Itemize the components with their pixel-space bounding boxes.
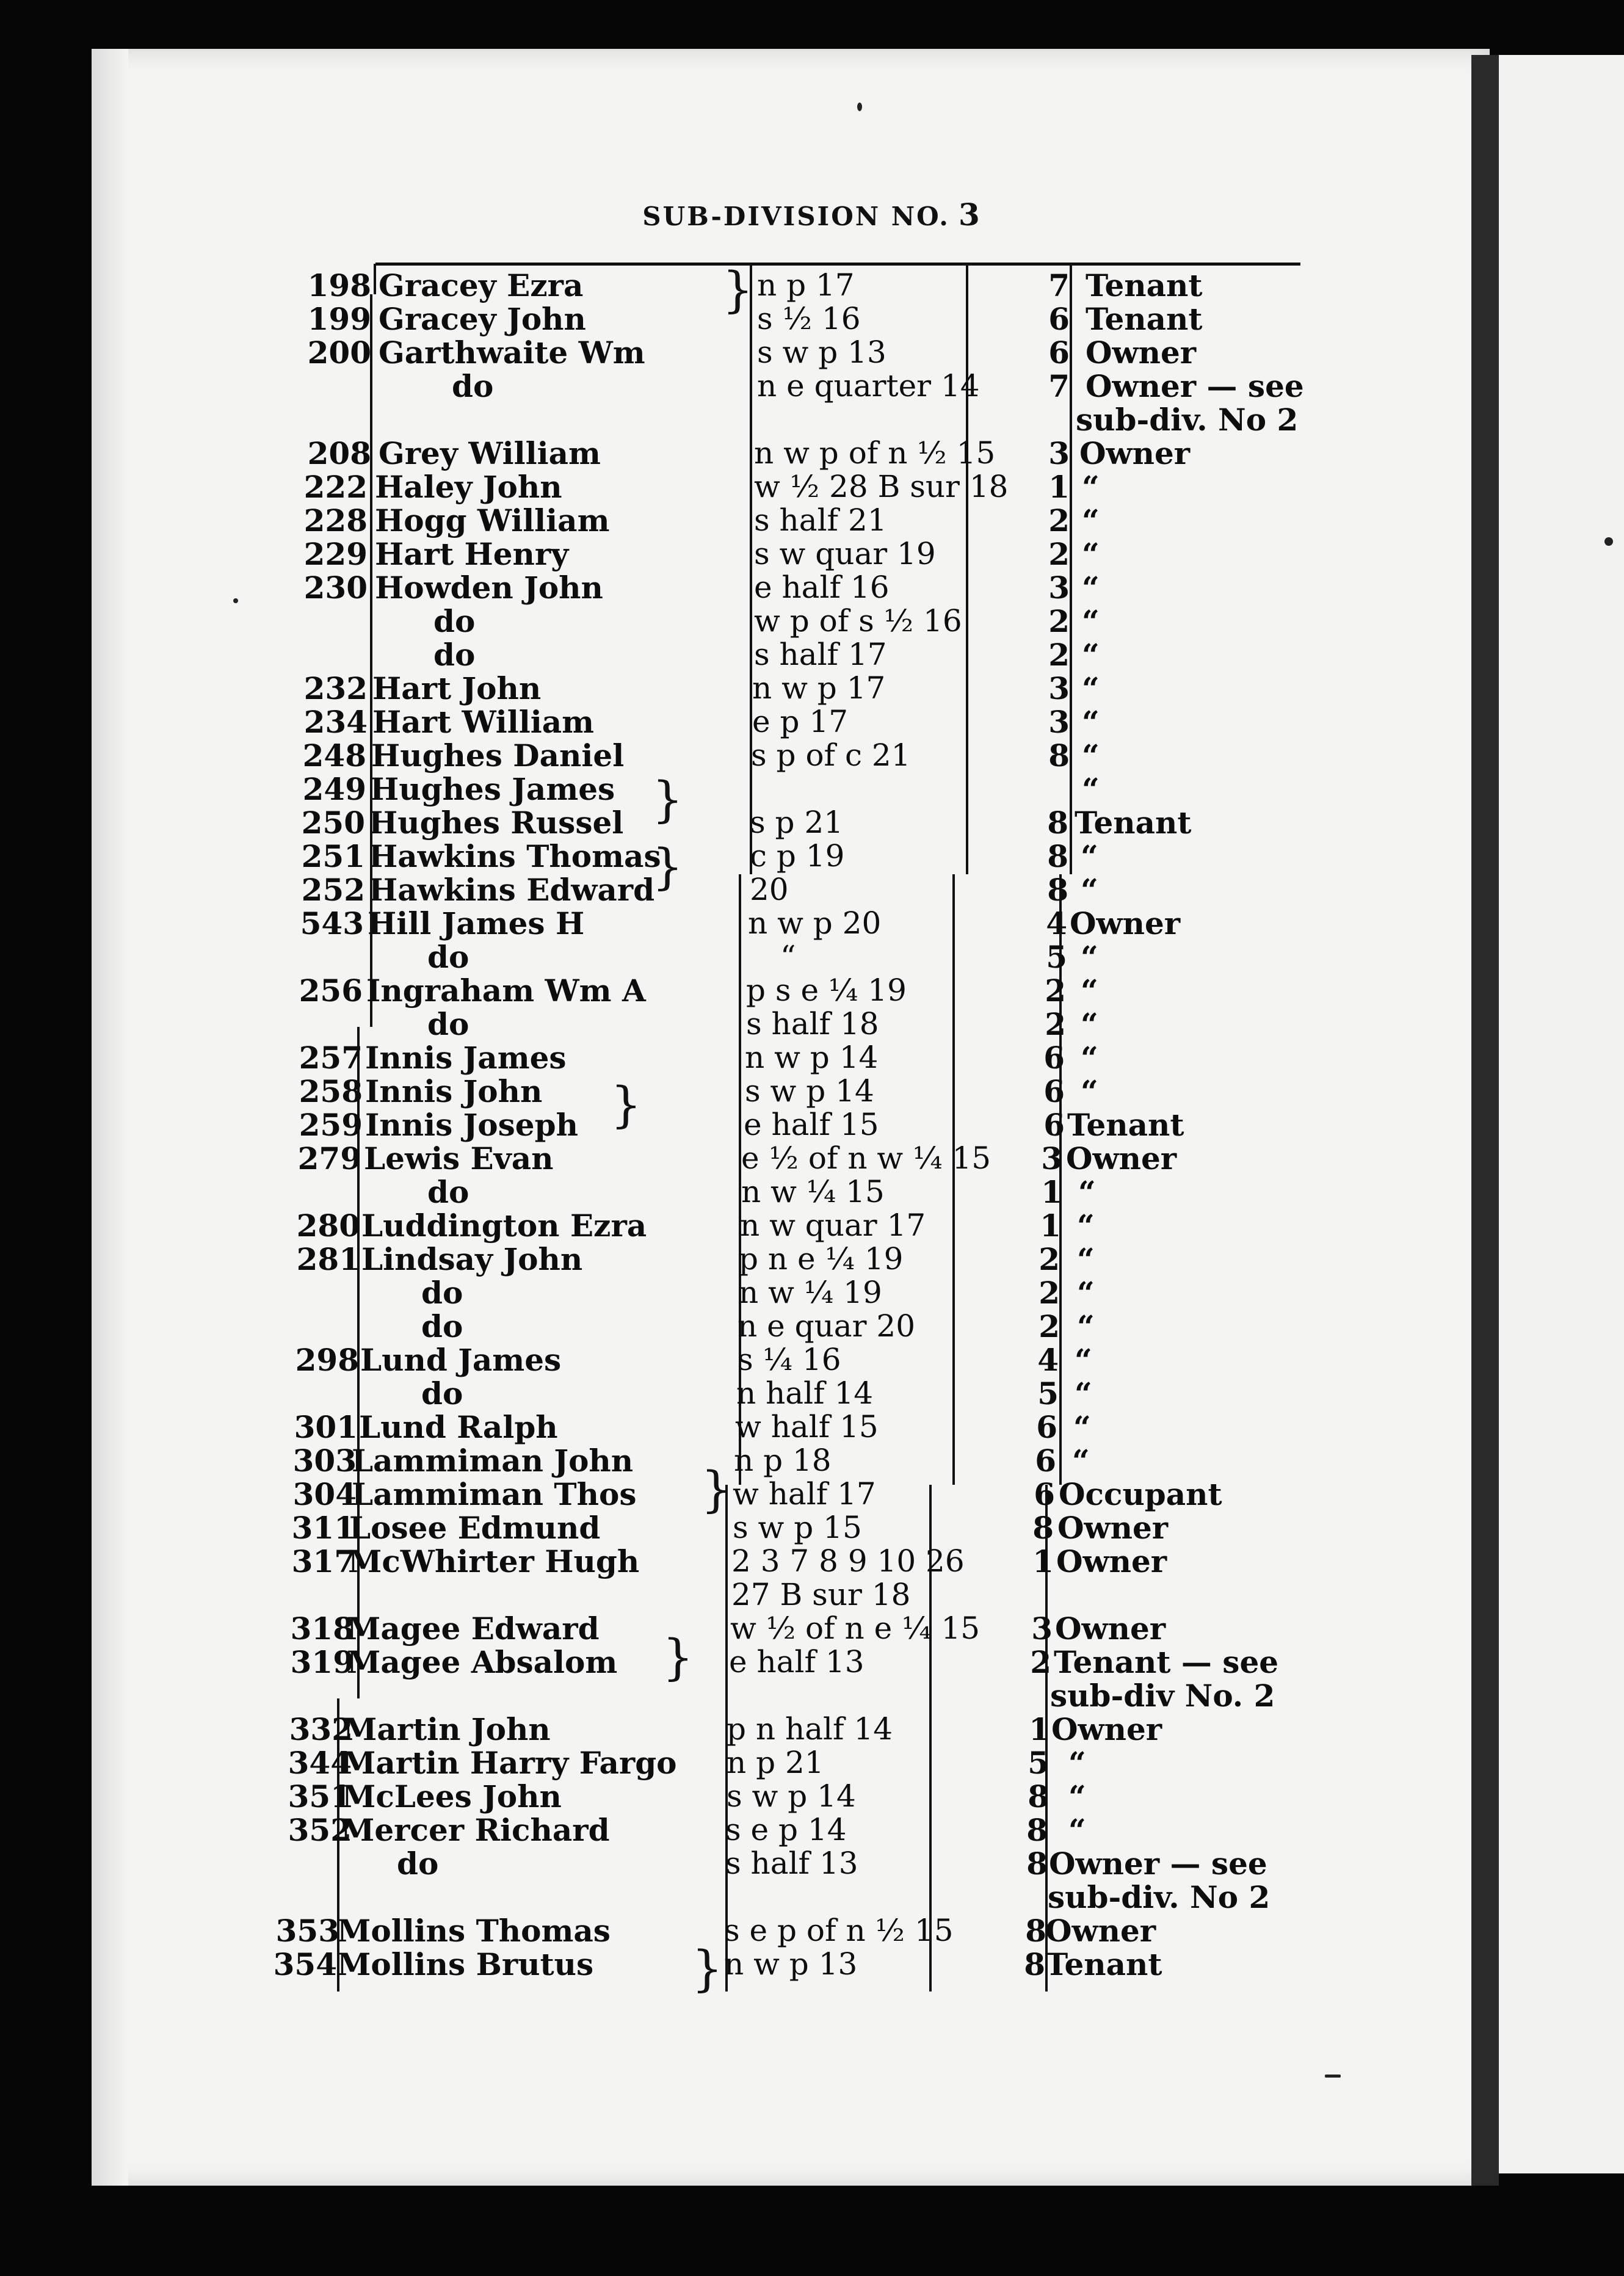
- status: “: [1077, 1275, 1095, 1311]
- assessment-number: 258: [299, 1073, 363, 1109]
- owner-name: Hughes James: [370, 771, 615, 807]
- status: Owner: [1051, 1711, 1162, 1747]
- owner-name: McWhirter Hugh: [348, 1543, 640, 1579]
- concession: 2: [1048, 603, 1070, 639]
- concession: 8: [1024, 1946, 1045, 1982]
- table-row: [0, 1377, 1624, 1410]
- brace: }: [652, 771, 683, 828]
- concession: 5: [1028, 1745, 1049, 1781]
- lot-description: s half 21: [754, 502, 887, 538]
- concession: 1: [1041, 1174, 1062, 1210]
- table-row: [0, 907, 1624, 940]
- owner-name: Haley John: [375, 469, 562, 505]
- owner-name: do: [452, 368, 494, 404]
- concession: 2: [1039, 1241, 1060, 1277]
- status: “: [1081, 872, 1098, 908]
- assessment-number: 251: [301, 838, 365, 874]
- assessment-number: 230: [303, 570, 368, 606]
- lot-description: n p 18: [734, 1443, 832, 1478]
- owner-name: Martin John: [343, 1711, 551, 1747]
- table-row: [0, 537, 1624, 571]
- concession: 1: [1048, 469, 1070, 505]
- owner-name: Grey William: [379, 435, 601, 471]
- table-row: [0, 1444, 1624, 1477]
- lot-description: n w ¼ 19: [739, 1275, 882, 1310]
- owner-name: Howden John: [375, 570, 603, 606]
- lot-description: n p 21: [727, 1745, 824, 1780]
- lot-description: c p 19: [750, 838, 845, 874]
- owner-name: do: [421, 1375, 463, 1412]
- lot-description: s ½ 16: [757, 301, 861, 336]
- assessment-number: 200: [307, 335, 371, 371]
- owner-name: do: [427, 1006, 469, 1042]
- status: “: [1077, 1208, 1095, 1244]
- owner-name: Mollins Thomas: [337, 1913, 611, 1949]
- assessment-number: 353: [275, 1913, 339, 1949]
- brace: }: [611, 1076, 642, 1133]
- status: “: [1082, 603, 1100, 639]
- owner-name: Innis James: [365, 1040, 567, 1076]
- owner-name: do: [421, 1308, 463, 1344]
- assessment-number: 303: [292, 1443, 357, 1479]
- brace: }: [662, 1629, 694, 1686]
- table-row: [0, 571, 1624, 604]
- status: “: [1068, 1778, 1086, 1814]
- assessment-number: 228: [303, 502, 368, 538]
- lot-description: e ½ of n w ¼ 15: [741, 1140, 991, 1176]
- lot-description: p n half 14: [727, 1711, 893, 1747]
- status: Owner: [1056, 1543, 1167, 1579]
- lot-description: n half 14: [736, 1375, 874, 1411]
- owner-name: do: [433, 637, 476, 673]
- concession: 2: [1045, 1006, 1066, 1042]
- table-row: [0, 470, 1624, 504]
- status: sub-div. No 2: [1076, 402, 1299, 438]
- assessment-number: 208: [307, 435, 371, 471]
- concession: 8: [1048, 738, 1070, 774]
- concession: 5: [1046, 939, 1067, 975]
- table-row: [0, 1310, 1624, 1343]
- table-top-rule: [375, 263, 1300, 266]
- assessment-number: 249: [302, 771, 366, 807]
- assessment-number: 543: [300, 905, 364, 941]
- table-row: [0, 1780, 1624, 1813]
- assessment-number: 352: [288, 1812, 352, 1848]
- owner-name: Martin Harry Fargo: [342, 1745, 677, 1781]
- lot-description: w ½ of n e ¼ 15: [730, 1611, 981, 1646]
- owner-name: Lewis Evan: [364, 1140, 554, 1176]
- table-row: [0, 336, 1624, 369]
- concession: 2: [1048, 637, 1070, 673]
- assessment-number: 234: [303, 704, 368, 740]
- assessment-number: 279: [297, 1140, 361, 1176]
- status: “: [1082, 570, 1100, 606]
- concession: 8: [1028, 1778, 1049, 1814]
- lot-description: w half 17: [733, 1476, 876, 1512]
- lot-description: e p 17: [752, 704, 849, 739]
- owner-name: Innis John: [365, 1073, 543, 1109]
- owner-name: do: [397, 1846, 439, 1882]
- assessment-number: 311: [291, 1510, 355, 1546]
- concession: 2: [1045, 973, 1066, 1009]
- concession: 4: [1037, 1342, 1059, 1378]
- table-row: [0, 705, 1624, 739]
- assessment-number: 250: [301, 805, 365, 841]
- status: Tenant: [1086, 301, 1203, 337]
- status: “: [1078, 1174, 1096, 1210]
- status: Owner: [1079, 435, 1191, 471]
- owner-name: Losee Edmund: [349, 1510, 601, 1546]
- concession: 2: [1048, 502, 1070, 538]
- owner-name: do: [427, 1174, 469, 1210]
- brace: }: [692, 1940, 723, 1997]
- brace: }: [652, 838, 683, 895]
- owner-name: do: [433, 603, 476, 639]
- concession: 6: [1048, 301, 1070, 337]
- concession: 5: [1037, 1375, 1059, 1412]
- table-row: [0, 1813, 1624, 1847]
- lot-description: s w p 14: [727, 1778, 856, 1814]
- ink-speck: [1325, 2075, 1341, 2078]
- table-row: [0, 1880, 1624, 1914]
- owner-name: Lammiman John: [352, 1443, 634, 1479]
- lot-description: n w p 14: [745, 1040, 879, 1075]
- table-row: [0, 1511, 1624, 1545]
- status: sub-div. No 2: [1048, 1879, 1271, 1915]
- assessment-number: 280: [296, 1208, 360, 1244]
- lot-description: p n e ¼ 19: [739, 1241, 904, 1277]
- table-row: [0, 1578, 1624, 1612]
- status: “: [1082, 704, 1100, 740]
- table-row: [0, 1712, 1624, 1746]
- owner-name: Magee Absalom: [347, 1644, 618, 1680]
- concession: 8: [1047, 838, 1068, 874]
- assessment-number: 332: [289, 1711, 353, 1747]
- concession: 6: [1036, 1409, 1057, 1445]
- lot-description: s half 17: [754, 637, 887, 672]
- lot-description: n e quarter 14: [757, 368, 980, 404]
- lot-description: n e quar 20: [738, 1308, 916, 1344]
- status: “: [1082, 637, 1100, 673]
- table-row: [0, 1343, 1624, 1377]
- assessment-number: 317: [291, 1543, 355, 1579]
- table-row: [0, 1914, 1624, 1948]
- lot-description: 2 3 7 8 9 10 26: [731, 1543, 965, 1579]
- assessment-number: 301: [294, 1409, 358, 1445]
- concession: 8: [1047, 872, 1068, 908]
- lot-description: w p of s ½ 16: [754, 603, 962, 639]
- lot-description: s e p of n ½ 15: [724, 1913, 954, 1948]
- status: “: [1082, 670, 1100, 706]
- table-row: [0, 806, 1624, 839]
- status: Owner: [1055, 1611, 1166, 1647]
- owner-name: Lund James: [360, 1342, 562, 1378]
- lot-description: e half 13: [729, 1644, 865, 1680]
- assessment-number: 354: [273, 1946, 337, 1982]
- page-heading: [0, 197, 1624, 233]
- owner-name: Hawkins Thomas: [369, 838, 661, 874]
- status: “: [1082, 502, 1100, 538]
- assessment-number: 199: [307, 301, 371, 337]
- status: Owner: [1070, 905, 1181, 941]
- assessment-number: 229: [303, 536, 368, 572]
- table-row: [0, 1007, 1624, 1041]
- concession: 7: [1048, 368, 1070, 404]
- owner-name: Hart Henry: [375, 536, 569, 572]
- owner-name: Luddington Ezra: [361, 1208, 647, 1244]
- status: Owner — see: [1049, 1846, 1267, 1882]
- status: “: [1077, 1308, 1095, 1344]
- table-row: [0, 403, 1624, 437]
- owner-name: do: [421, 1275, 463, 1311]
- assessment-number: 281: [296, 1241, 360, 1277]
- lot-description: w ½ 28 B sur 18: [754, 469, 1009, 504]
- lot-description: s w p 13: [757, 335, 886, 370]
- assessment-number: 318: [290, 1611, 354, 1647]
- lot-description: e half 15: [744, 1107, 879, 1142]
- lot-description: n w p 20: [748, 905, 882, 941]
- concession: 2: [1030, 1644, 1051, 1680]
- heading-label: SUB-DIVISION NO.: [642, 201, 950, 231]
- status: Tenant: [1086, 267, 1203, 303]
- status: “: [1072, 1443, 1090, 1479]
- owner-name: Lammiman Thos: [352, 1476, 637, 1512]
- assessment-number: 248: [302, 738, 366, 774]
- lot-description: s half 13: [725, 1846, 858, 1881]
- lot-description: s e p 14: [725, 1812, 847, 1847]
- status: “: [1082, 536, 1100, 572]
- status: “: [1082, 771, 1100, 807]
- table-row: [0, 1242, 1624, 1276]
- concession: 6: [1043, 1073, 1065, 1109]
- lot-description: s w quar 19: [754, 536, 936, 571]
- status: Owner: [1086, 335, 1197, 371]
- status: “: [1068, 1745, 1086, 1781]
- status: “: [1081, 1006, 1098, 1042]
- owner-name: do: [427, 939, 469, 975]
- assessment-number: 344: [288, 1745, 352, 1781]
- owner-name: Lindsay John: [361, 1241, 583, 1277]
- status: Tenant: [1067, 1107, 1184, 1143]
- owner-name: Mollins Brutus: [337, 1946, 594, 1982]
- assessment-number: 259: [299, 1107, 363, 1143]
- concession: 6: [1043, 1040, 1065, 1076]
- status: “: [1081, 939, 1098, 975]
- owner-name: Gracey Ezra: [379, 267, 584, 303]
- table-row: [0, 873, 1624, 907]
- table-row: [0, 1041, 1624, 1075]
- assessment-number: 256: [299, 973, 363, 1009]
- table-row: [0, 269, 1624, 302]
- table-row: [0, 1209, 1624, 1242]
- table-row: [0, 839, 1624, 873]
- assessment-number: 319: [290, 1644, 354, 1680]
- status: Owner: [1057, 1510, 1169, 1546]
- owner-name: Magee Edward: [347, 1611, 600, 1647]
- assessment-number: 298: [295, 1342, 359, 1378]
- lot-description: 27 B sur 18: [731, 1577, 911, 1612]
- table-row: [0, 504, 1624, 537]
- owner-name: Lund Ralph: [359, 1409, 558, 1445]
- status: “: [1073, 1409, 1091, 1445]
- table-row: [0, 1679, 1624, 1712]
- owner-name: Gracey John: [379, 301, 586, 337]
- lot-description: s w p 15: [733, 1510, 862, 1545]
- concession: 8: [1026, 1846, 1048, 1882]
- concession: 1: [1032, 1543, 1054, 1579]
- lot-description: s ¼ 16: [738, 1342, 841, 1377]
- lot-description: s half 18: [746, 1006, 879, 1042]
- table-row: [0, 1847, 1624, 1880]
- owner-name: Hughes Daniel: [371, 738, 625, 774]
- status: Owner — see: [1086, 368, 1304, 404]
- assessment-number: 232: [303, 670, 368, 706]
- owner-name: Hart William: [372, 704, 595, 740]
- lot-description: n w p 17: [752, 670, 886, 706]
- status: “: [1075, 1375, 1092, 1412]
- table-row: [0, 672, 1624, 705]
- lot-description: n p 17: [757, 267, 855, 303]
- status: “: [1081, 973, 1098, 1009]
- table-row: [0, 1142, 1624, 1175]
- concession: 3: [1048, 670, 1070, 706]
- table-row: [0, 1175, 1624, 1209]
- table-row: [0, 302, 1624, 336]
- status: sub-div No. 2: [1050, 1678, 1275, 1714]
- lot-description: s w p 14: [745, 1073, 874, 1109]
- lot-description: n w ¼ 15: [741, 1174, 885, 1209]
- assessment-number: 252: [301, 872, 365, 908]
- concession: 8: [1032, 1510, 1054, 1546]
- owner-name: McLees John: [342, 1778, 562, 1814]
- owner-name: Ingraham Wm A: [366, 973, 646, 1009]
- table-row: [0, 940, 1624, 974]
- table-row: [0, 1477, 1624, 1511]
- table-row: [0, 604, 1624, 638]
- table-row: [0, 1612, 1624, 1645]
- concession: 8: [1026, 1812, 1048, 1848]
- lot-description: n w quar 17: [740, 1208, 926, 1243]
- status: Owner: [1066, 1140, 1177, 1176]
- lot-description: n w p 13: [724, 1946, 858, 1982]
- status: Tenant: [1075, 805, 1192, 841]
- concession: 3: [1048, 435, 1070, 471]
- concession: 2: [1039, 1275, 1060, 1311]
- concession: 3: [1048, 704, 1070, 740]
- assessment-number: 222: [303, 469, 368, 505]
- assessment-number: 351: [288, 1778, 352, 1814]
- lot-description: p s e ¼ 19: [746, 973, 907, 1008]
- status: Occupant: [1059, 1476, 1222, 1512]
- table-row: [0, 1746, 1624, 1780]
- ink-speck: [857, 103, 862, 111]
- lot-description: s p 21: [750, 805, 844, 840]
- status: “: [1081, 838, 1098, 874]
- assessment-number: 198: [307, 267, 371, 303]
- lot-description: w half 15: [735, 1409, 879, 1444]
- concession: 3: [1041, 1140, 1062, 1176]
- assessment-number: 257: [299, 1040, 363, 1076]
- concession: 7: [1048, 267, 1070, 303]
- owner-name: Innis Joseph: [365, 1107, 578, 1143]
- table-row: [0, 369, 1624, 403]
- concession: 2: [1048, 536, 1070, 572]
- table-row: [0, 1948, 1624, 1981]
- owner-name: Hill James H: [368, 905, 585, 941]
- status: Tenant: [1045, 1946, 1162, 1982]
- concession: 1: [1029, 1711, 1050, 1747]
- table-row: [0, 739, 1624, 772]
- status: “: [1081, 1073, 1098, 1109]
- status: “: [1082, 738, 1100, 774]
- status: “: [1068, 1812, 1086, 1848]
- concession: 8: [1047, 805, 1068, 841]
- owner-name: Hughes Russel: [369, 805, 624, 841]
- table-row: [0, 437, 1624, 470]
- status: “: [1081, 1040, 1098, 1076]
- status: “: [1082, 469, 1100, 505]
- table-row: [0, 1545, 1624, 1578]
- concession: 6: [1034, 1476, 1055, 1512]
- concession: 8: [1025, 1913, 1046, 1949]
- lot-description: n w p of n ½ 15: [754, 435, 996, 471]
- concession: 1: [1040, 1208, 1061, 1244]
- lot-description: 20: [750, 872, 789, 907]
- concession: 3: [1031, 1611, 1053, 1647]
- table-row: [0, 1410, 1624, 1444]
- owner-name: Mercer Richard: [341, 1812, 610, 1848]
- status: “: [1077, 1241, 1095, 1277]
- owner-name: Hawkins Edward: [369, 872, 655, 908]
- lot-description: e half 16: [754, 570, 890, 605]
- concession: 6: [1048, 335, 1070, 371]
- lot-description: “: [780, 939, 796, 974]
- status: Tenant — see: [1054, 1644, 1279, 1680]
- concession: 6: [1043, 1107, 1065, 1143]
- brace: }: [701, 1461, 732, 1518]
- owner-name: Hart John: [372, 670, 542, 706]
- assessment-number: 304: [292, 1476, 357, 1512]
- concession: 6: [1035, 1443, 1056, 1479]
- concession: 2: [1039, 1308, 1060, 1344]
- owner-name: Garthwaite Wm: [379, 335, 645, 371]
- owner-name: Hogg William: [375, 502, 610, 538]
- lot-description: s p of c 21: [751, 738, 911, 773]
- table-row: [0, 772, 1624, 806]
- status: “: [1075, 1342, 1092, 1378]
- status: Owner: [1045, 1913, 1156, 1949]
- table-row: [0, 974, 1624, 1007]
- heading-number: 3: [958, 197, 982, 233]
- concession: 3: [1048, 570, 1070, 606]
- table-row: [0, 1645, 1624, 1679]
- table-row: [0, 1075, 1624, 1108]
- table-row: [0, 1276, 1624, 1310]
- table-row: [0, 638, 1624, 672]
- concession: 4: [1046, 905, 1067, 941]
- table-row: [0, 1108, 1624, 1142]
- brace: }: [722, 261, 753, 318]
